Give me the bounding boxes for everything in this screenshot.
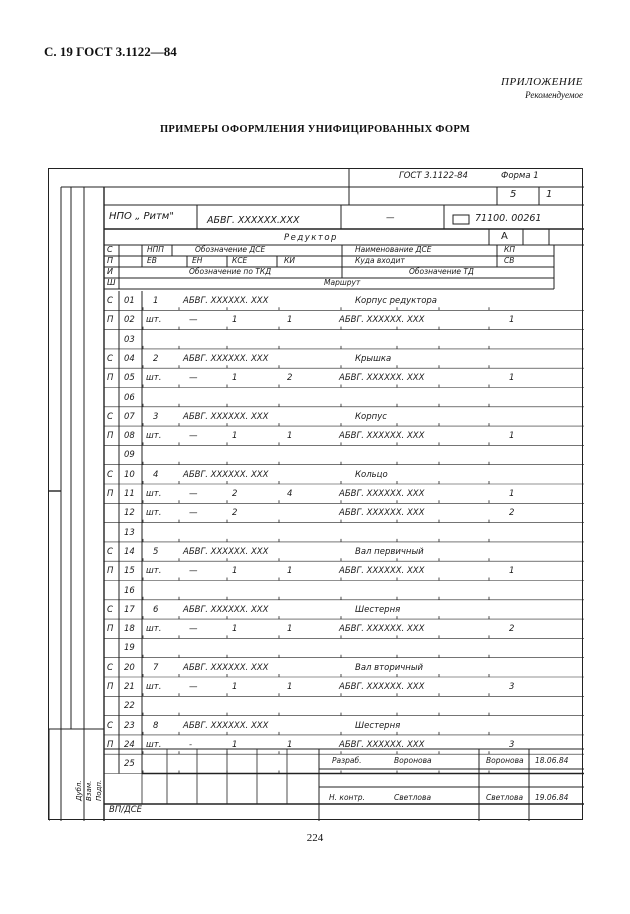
row-name: АБВГ. ХХХХХХ. ХХХ [339, 508, 425, 519]
row-count: 3 [509, 682, 515, 692]
appendix-note: Рекомендуемое [525, 90, 583, 100]
row-count: 1 [509, 431, 515, 442]
hdr-cell: НПП [147, 245, 164, 254]
hdr-cell: ЕН [192, 256, 203, 265]
org-name: НПО „ Ритм" [109, 211, 174, 222]
row-unit: шт. [146, 508, 162, 519]
row-qty2: 1 [287, 431, 293, 442]
row-designation: АБВГ. ХХХХХХ. ХХХ [183, 296, 269, 306]
row-unit: 6 [153, 604, 159, 615]
row-number: 11 [124, 489, 135, 499]
row-prefix: С [107, 720, 113, 731]
sheets-count: 5 [510, 189, 517, 200]
row-unit: 2 [153, 353, 159, 364]
row-designation: — [189, 489, 198, 499]
row-number: 25 [124, 759, 135, 770]
row-unit: шт. [146, 489, 162, 499]
row-number: 07 [124, 411, 135, 422]
row-unit: 8 [153, 720, 159, 731]
row-prefix: П [107, 739, 114, 750]
row-qty: 1 [232, 739, 238, 750]
developer-signature: Воронова [486, 756, 524, 765]
row-unit: 3 [153, 411, 159, 422]
row-unit: 5 [153, 546, 159, 557]
code-box-icon [453, 215, 469, 224]
row-unit: шт. [146, 373, 162, 384]
control-name: Светлова [394, 793, 432, 802]
row-unit: шт. [146, 739, 162, 750]
row-unit: шт. [146, 624, 162, 635]
side-label-podp: Подп. [95, 779, 103, 801]
appendix-label: ПРИЛОЖЕНИЕ [501, 76, 583, 88]
row-qty: 1 [232, 682, 238, 692]
row-designation: — [189, 315, 198, 326]
row-number: 23 [124, 720, 135, 731]
row-name: Корпус [355, 411, 387, 422]
row-designation: — [189, 373, 198, 384]
row-unit: шт. [146, 682, 162, 692]
row-number: 09 [124, 450, 135, 461]
row-number: 12 [124, 508, 135, 519]
developed-label: Разраб. [332, 756, 362, 765]
row-qty2: 1 [287, 566, 293, 577]
row-prefix: П [107, 566, 114, 577]
row-count: 1 [509, 373, 515, 384]
row-count: 2 [509, 624, 515, 635]
hdr-prefix: С [107, 245, 113, 254]
row-prefix: С [107, 296, 113, 306]
row-name: Корпус редуктора [355, 296, 438, 306]
row-number: 13 [124, 527, 135, 538]
row-number: 19 [124, 643, 135, 654]
control-date: 19.06.84 [535, 793, 569, 802]
row-prefix: П [107, 682, 114, 692]
form-label: Форма 1 [501, 171, 539, 181]
row-count: 1 [509, 315, 515, 326]
row-designation: АБВГ. ХХХХХХ. ХХХ [183, 546, 269, 557]
row-name: АБВГ. ХХХХХХ. ХХХ [339, 315, 425, 326]
row-prefix: С [107, 662, 113, 673]
row-prefix: П [107, 489, 114, 499]
row-unit: 7 [153, 662, 159, 673]
row-prefix: П [107, 624, 114, 635]
hdr-prefix: П [107, 256, 114, 265]
row-number: 10 [124, 469, 135, 480]
row-prefix: С [107, 411, 113, 422]
row-number: 18 [124, 624, 135, 635]
side-label-dubl: Дубл. [75, 780, 83, 801]
row-name: Кольцо [355, 469, 388, 480]
row-designation: АБВГ. ХХХХХХ. ХХХ [183, 662, 269, 673]
hdr-prefix: Ш [107, 278, 116, 287]
row-count: 3 [509, 739, 515, 750]
row-designation: — [189, 431, 198, 442]
row-prefix: С [107, 469, 113, 480]
hdr-cell: Куда входит [355, 256, 405, 265]
row-unit: шт. [146, 315, 162, 326]
row-qty: 1 [232, 373, 238, 384]
row-name: АБВГ. ХХХХХХ. ХХХ [339, 566, 425, 577]
row-number: 03 [124, 334, 135, 345]
row-qty: 1 [232, 315, 238, 326]
classifier-code: 71100. 00261 [475, 213, 542, 224]
row-qty: 2 [232, 489, 238, 499]
row-qty2: 1 [287, 624, 293, 635]
row-prefix: С [107, 604, 113, 615]
row-number: 02 [124, 315, 135, 326]
developed-name: Воронова [394, 756, 432, 765]
row-designation: - [189, 739, 193, 750]
hdr-cell: Наименование ДСЕ [355, 245, 432, 254]
row-qty2: 1 [287, 739, 293, 750]
row-name: Вал первичный [355, 546, 424, 557]
row-name: АБВГ. ХХХХХХ. ХХХ [339, 624, 425, 635]
row-designation: — [189, 566, 198, 577]
row-number: 20 [124, 662, 135, 673]
hdr-cell: Обозначение ДСЕ [195, 245, 266, 254]
hdr-prefix: И [107, 267, 113, 276]
row-name: Шестерня [355, 604, 401, 615]
row-unit: шт. [146, 566, 162, 577]
row-name: Крышка [355, 353, 392, 364]
row-designation: АБВГ. ХХХХХХ. ХХХ [183, 720, 269, 731]
row-count: 1 [509, 489, 515, 499]
row-designation: — [189, 682, 198, 692]
row-name: АБВГ. ХХХХХХ. ХХХ [339, 682, 425, 692]
hdr-cell: ЕВ [147, 256, 157, 265]
row-prefix: П [107, 315, 114, 326]
row-count: 2 [509, 508, 515, 519]
form-sheet [48, 168, 583, 820]
row-name: АБВГ. ХХХХХХ. ХХХ [339, 739, 425, 750]
row-designation: АБВГ. ХХХХХХ. ХХХ [183, 469, 269, 480]
page-title: ПРИМЕРЫ ОФОРМЛЕНИЯ УНИФИЦИРОВАННЫХ ФОРМ [159, 124, 471, 135]
sheet-code: ВП/ДСЕ [109, 805, 143, 815]
row-designation: — [189, 508, 198, 519]
row-prefix: П [107, 373, 114, 384]
row-name: АБВГ. ХХХХХХ. ХХХ [339, 489, 425, 499]
row-number: 15 [124, 566, 135, 577]
row-unit: 4 [153, 469, 159, 480]
gost-stamp: ГОСТ 3.1122-84 [399, 171, 468, 181]
row-number: 04 [124, 353, 135, 364]
side-label-vzam: Взам. [85, 780, 93, 801]
row-number: 01 [124, 296, 135, 306]
control-label: Н. контр. [329, 793, 365, 802]
row-designation: АБВГ. ХХХХХХ. ХХХ [183, 411, 269, 422]
row-unit: шт. [146, 431, 162, 442]
row-number: 16 [124, 585, 135, 596]
row-name: АБВГ. ХХХХХХ. ХХХ [339, 431, 425, 442]
row-qty2: 2 [287, 373, 293, 384]
product-name: Редуктор [284, 233, 338, 243]
row-count: 1 [509, 566, 515, 577]
page-number: 224 [306, 832, 324, 844]
row-unit: 1 [153, 296, 159, 306]
hdr-cell: КП [504, 245, 515, 254]
doc-designation: АБВГ. ХХХХХХ.ХХХ [207, 215, 300, 226]
row-prefix: С [107, 546, 113, 557]
hdr-cell: Обозначение по ТКД [189, 267, 272, 276]
row-prefix: С [107, 353, 113, 364]
row-qty2: 1 [287, 315, 293, 326]
dash-field: — [386, 213, 395, 223]
row-number: 08 [124, 431, 135, 442]
hdr-cell: Обозначение ТД [409, 267, 474, 276]
row-name: Шестерня [355, 720, 401, 731]
hdr-cell: КИ [284, 256, 295, 265]
page-header: С. 19 ГОСТ 3.1122—84 [44, 44, 177, 59]
row-number: 21 [124, 682, 135, 692]
row-designation: АБВГ. ХХХХХХ. ХХХ [183, 604, 269, 615]
row-qty2: 1 [287, 682, 293, 692]
row-name: Вал вторичный [355, 662, 424, 673]
row-qty: 2 [232, 508, 238, 519]
sheet-number: 1 [546, 189, 553, 200]
developed-date: 18.06.84 [535, 756, 569, 765]
row-number: 05 [124, 373, 135, 384]
hdr-cell: Маршрут [324, 278, 361, 287]
row-number: 24 [124, 739, 135, 750]
row-number: 22 [124, 701, 135, 712]
row-designation: АБВГ. ХХХХХХ. ХХХ [183, 353, 269, 364]
row-number: 17 [124, 604, 135, 615]
row-qty: 1 [232, 566, 238, 577]
hdr-cell: КСЕ [232, 256, 248, 265]
row-qty2: 4 [287, 489, 293, 499]
row-qty: 1 [232, 431, 238, 442]
row-number: 14 [124, 546, 135, 557]
row-number: 06 [124, 392, 135, 403]
letter-field: А [501, 231, 508, 242]
row-qty: 1 [232, 624, 238, 635]
row-designation: — [189, 624, 198, 635]
controller-signature: Светлова [486, 793, 524, 802]
row-name: АБВГ. ХХХХХХ. ХХХ [339, 373, 425, 384]
row-prefix: П [107, 431, 114, 442]
hdr-cell: СВ [504, 256, 515, 265]
